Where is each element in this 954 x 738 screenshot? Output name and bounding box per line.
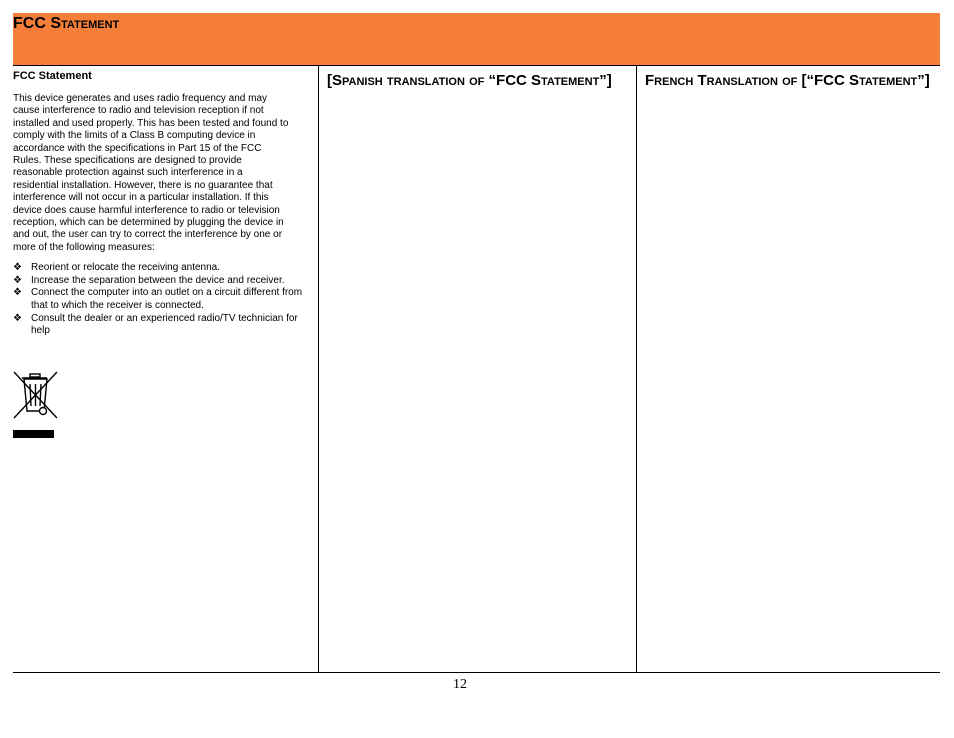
weee-black-bar xyxy=(13,430,54,438)
header-bar xyxy=(13,13,940,65)
list-item xyxy=(13,262,315,275)
list-item-text: Consult the dealer or an experienced radio/TV technician for help xyxy=(31,312,298,337)
column-english xyxy=(13,66,315,672)
column-french xyxy=(645,66,935,672)
diamond-arrow-bullet-icon: ❖ xyxy=(13,312,22,324)
crossed-out-wheelie-bin-icon xyxy=(13,371,58,419)
diamond-arrow-bullet-icon: ❖ xyxy=(13,262,22,274)
measures-list xyxy=(13,262,315,338)
column-divider xyxy=(318,66,319,672)
french-heading: French Translation of [“FCC Statement”] xyxy=(645,72,930,89)
fcc-paragraph: This device generates and uses radio frequency and may cause interference to radio and television reception if not installed and used properly. This has been tested and found to comply with the limits of a Class B computing device in accordance with the specifications in Part 15 of the FCC Rules. These specifications are designed to provide reasonable protection against such interference in a residential installation. However, there is no guarantee that interference will not occur in a particular installation. If this device does cause harmful interference to radio or television reception, which can be determined by plugging the device in and out, the user can try to correct the interference by one or more of the following measures: xyxy=(13,93,289,253)
diamond-arrow-bullet-icon: ❖ xyxy=(13,287,22,299)
list-item-text: Connect the computer into an outlet on a circuit different from that to which the receiver is connected. xyxy=(31,287,303,312)
list-item xyxy=(13,287,315,312)
diamond-arrow-bullet-icon: ❖ xyxy=(13,274,22,286)
list-item xyxy=(13,275,315,288)
column-divider xyxy=(636,66,637,672)
spanish-heading: [Spanish translation of “FCC Statement”] xyxy=(327,72,612,89)
list-item xyxy=(13,313,315,338)
section-title: FCC Statement xyxy=(13,70,92,82)
footer-rule xyxy=(13,672,940,673)
page-number: 12 xyxy=(453,677,467,692)
column-spanish xyxy=(327,66,627,672)
list-item-text: Increase the separation between the device and receiver. xyxy=(31,274,285,286)
page-title: FCC Statement xyxy=(13,15,120,32)
list-item-text: Reorient or relocate the receiving antenna. xyxy=(31,262,221,274)
